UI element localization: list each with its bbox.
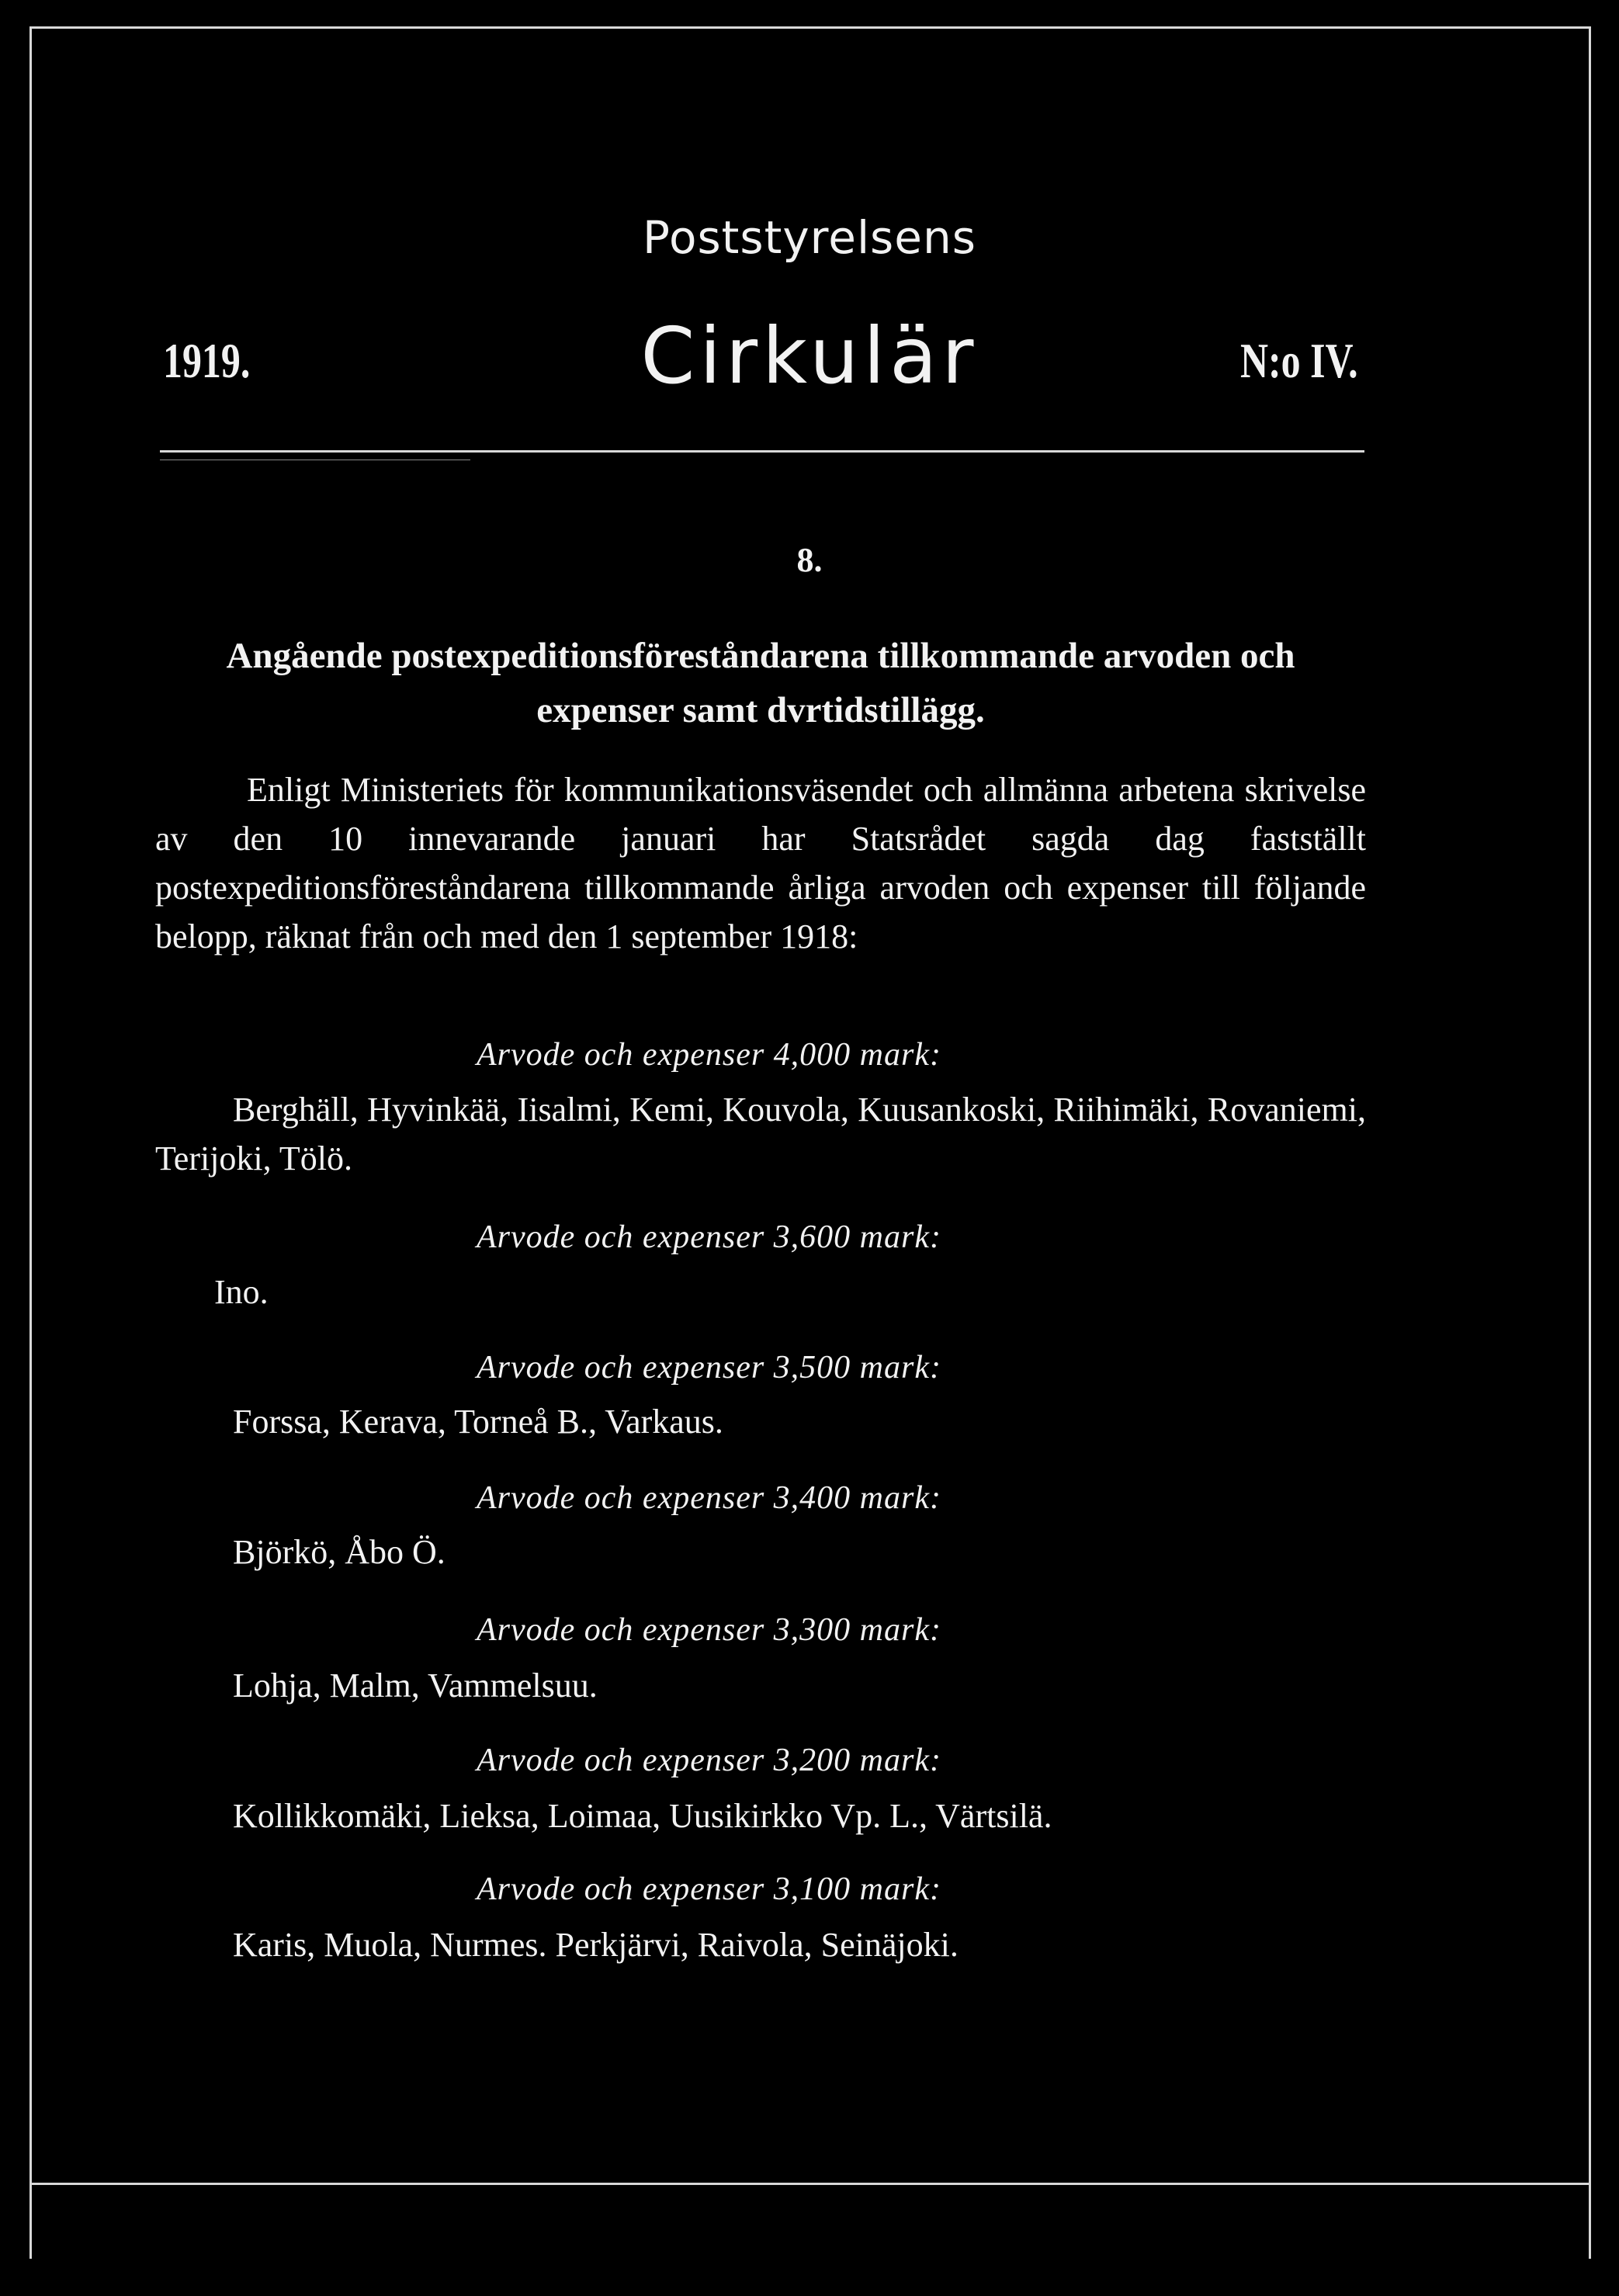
- rate-places-3200: Kollikkomäki, Lieksa, Loimaa, Uusikirkko Vp. L., Värtsilä.: [233, 1797, 1052, 1835]
- intro-paragraph: Enligt Ministeriets för kommunikationsväsendet och allmänna arbetena skrivelse av den 10 innevarande januari har Statsrådet sagda dag fastställt postexpeditionsföreståndarena tillkommande årliga arvoden och expenser till följande belopp, räknat från och med den 1 september 1918:: [155, 771, 1366, 956]
- rate-places-4000: Berghäll, Hyvinkää, Iisalmi, Kemi, Kouvola, Kuusankoski, Riihimäki, Rovaniemi, Terijoki, Tölö.: [155, 1091, 1366, 1177]
- rate-places-3400: Björkö, Åbo Ö.: [233, 1533, 445, 1571]
- masthead-title: Cirkulär: [640, 310, 979, 401]
- rate-places-3100: Karis, Muola, Nurmes. Perkjärvi, Raivola, Seinäjoki.: [233, 1926, 959, 1964]
- rate-label-3400: Arvode och expenser 3,400 mark:: [477, 1480, 941, 1516]
- masthead-row: [0, 310, 1619, 404]
- masthead-rule: [160, 450, 1364, 453]
- rate-label-3300: Arvode och expenser 3,300 mark:: [477, 1612, 941, 1648]
- bottom-rule: [29, 2183, 1591, 2185]
- rate-label-4000: Arvode och expenser 4,000 mark:: [477, 1037, 941, 1073]
- rate-label-3500: Arvode och expenser 3,500 mark:: [477, 1350, 941, 1386]
- rate-label-3100: Arvode och expenser 3,100 mark:: [477, 1871, 941, 1907]
- section-heading: Angående postexpeditionsföreståndarena tillkommande arvoden och expenser samt dvrtidstillägg.: [226, 636, 1295, 730]
- masthead-issuer: Poststyrelsens: [643, 211, 976, 264]
- rate-places-3300: Lohja, Malm, Vammelsuu.: [233, 1667, 598, 1705]
- rate-places-3500: Forssa, Kerava, Torneå B., Varkaus.: [233, 1403, 723, 1441]
- masthead-year: 1919.: [163, 333, 251, 388]
- section-number: 8.: [796, 541, 823, 579]
- masthead-number: N:o IV.: [1240, 333, 1358, 388]
- rate-places-3600: Ino.: [214, 1273, 269, 1311]
- rate-label-3200: Arvode och expenser 3,200 mark:: [477, 1743, 941, 1778]
- rate-label-3600: Arvode och expenser 3,600 mark:: [477, 1219, 941, 1255]
